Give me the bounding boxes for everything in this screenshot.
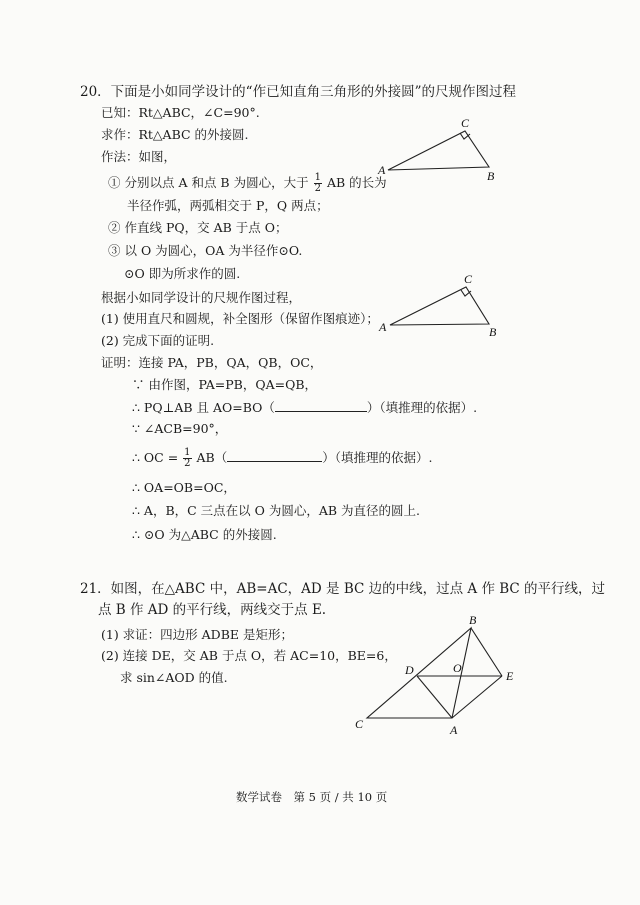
q20-part2: (2) 完成下面的证明.	[101, 333, 215, 348]
q20-step1-a: ① 分别以点 A 和点 B 为圆心，大于	[108, 175, 309, 190]
q20-step3: ③ 以 O 为圆心，OA 为半径作⊙O.	[108, 243, 303, 258]
q21-part2: (2) 连接 DE，交 AB 于点 O，若 AC=10，BE=6，	[101, 648, 397, 663]
q20-step1-cont: 半径作弧，两弧相交于 P，Q 两点；	[127, 198, 329, 213]
frac2-num: 1	[184, 447, 191, 458]
label-D3: D	[405, 663, 414, 677]
q20-step2: ② 作直线 PQ，交 AB 于点 O；	[108, 220, 288, 235]
frac-num: 1	[314, 172, 321, 183]
label-A1: A	[378, 163, 386, 177]
proof-line4-c: ）（填推理的依据）.	[322, 450, 433, 465]
segment-BE	[471, 628, 502, 676]
q21-line1: 21．如图，在△ABC 中，AB=AC，AD 是 BC 边的中线，过点 A 作 BC 的平行线，过	[80, 581, 606, 597]
label-C2: C	[464, 272, 473, 286]
q20-prompt: 根据小如同学设计的尺规作图过程，	[101, 290, 302, 305]
proof-line5: ∴ OA=OB=OC，	[132, 480, 236, 495]
q21-part2-cont: 求 sin∠AOD 的值.	[120, 670, 228, 685]
label-A2: A	[379, 320, 387, 334]
q20-task: 求作：Rt△ABC 的外接圆.	[101, 127, 249, 142]
q20-figure-1	[388, 131, 489, 170]
q20-method: 作法：如图，	[101, 149, 177, 164]
proof-line7: ∴ ⊙O 为△ABC 的外接圆.	[132, 527, 277, 542]
proof-line3: ∵ ∠ACB=90°，	[132, 421, 228, 436]
label-B1: B	[487, 169, 495, 183]
frac2-den: 2	[184, 458, 191, 469]
q20-step4: ⊙O 即为所求作的圆.	[124, 266, 241, 281]
q20-header: 20．下面是小如同学设计的“作已知直角三角形的外接圆”的尺规作图过程	[80, 84, 516, 100]
proof-line4-a: ∴ OC =	[132, 450, 179, 465]
page-footer: 数学试卷 第 5 页 / 共 10 页	[236, 790, 388, 804]
q20-step1-b: AB 的长为	[326, 175, 387, 190]
label-C1: C	[461, 116, 470, 130]
label-O3: O	[453, 661, 462, 675]
proof-line2-b: ）（填推理的依据）.	[366, 400, 478, 415]
triangle-abc-2	[390, 287, 489, 325]
q21-line2: 点 B 作 AD 的平行线，两线交于点 E.	[98, 602, 327, 618]
frac-den: 2	[314, 183, 321, 194]
segment-AD	[417, 676, 452, 718]
label-B3: B	[469, 613, 477, 627]
proof-line4-b: AB（	[196, 450, 228, 465]
q20-part1: (1) 使用直尺和圆规，补全图形（保留作图痕迹）；	[101, 311, 379, 326]
label-A3: A	[450, 723, 458, 737]
q20-figure-2	[390, 287, 489, 325]
q21-part1: (1) 求证：四边形 ADBE 是矩形；	[101, 627, 293, 642]
proof-line6: ∴ A，B，C 三点在以 O 为圆心，AB 为直径的圆上.	[132, 503, 421, 518]
q20-known: 已知：Rt△ABC，∠C=90°.	[101, 105, 260, 120]
proof-line2-a: ∴ PQ⊥AB 且 AO=BO（	[132, 400, 275, 415]
proof-line1: ∵ 由作图，PA=PB，QA=QB，	[132, 377, 318, 392]
label-C3: C	[355, 717, 364, 731]
label-E3: E	[506, 669, 514, 683]
triangle-abc-1	[388, 131, 489, 170]
label-B2: B	[489, 325, 497, 339]
q21-figure	[367, 628, 502, 718]
proof-head: 证明：连接 PA，PB，QA，QB，OC，	[101, 355, 323, 370]
